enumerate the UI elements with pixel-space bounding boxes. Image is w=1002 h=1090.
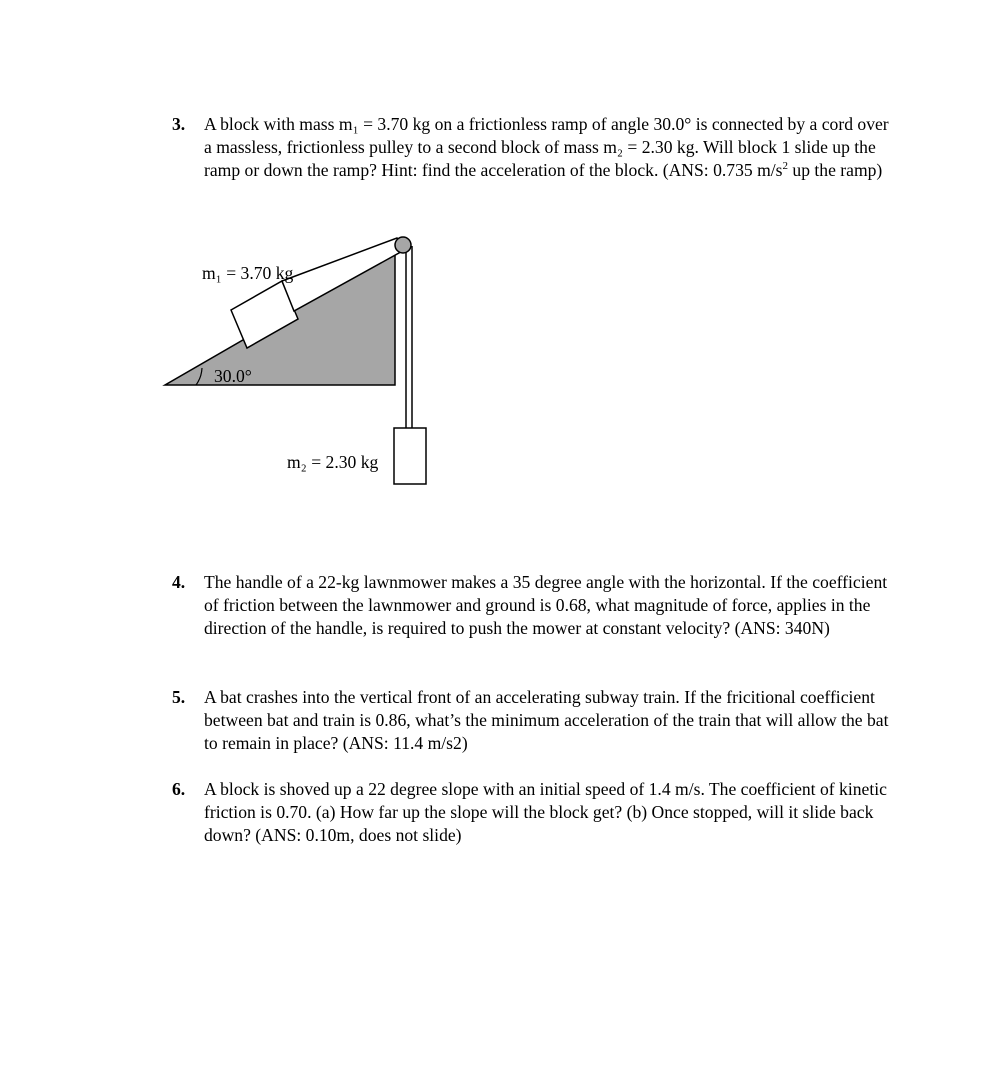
superscript: 2 bbox=[782, 160, 788, 173]
block-m2 bbox=[394, 428, 426, 484]
ramp-pulley-diagram bbox=[0, 0, 1002, 540]
problem-5 bbox=[172, 686, 892, 755]
problem-text: A bat crashes into the vertical front of an accelerating subway train. If the fricitional coefficient between bat and train is 0.86, what’s the minimum acceleration of the train that will allow the bat to remain in place? (ANS: 11.4 m/s2) bbox=[204, 687, 889, 753]
problem-number: 3. bbox=[172, 114, 186, 134]
problem-4 bbox=[172, 571, 892, 640]
problem-number: 5. bbox=[172, 687, 186, 707]
mass1-label: m₁ = 3.70 kg bbox=[202, 263, 294, 283]
mass2-label: m₂ = 2.30 kg bbox=[287, 452, 379, 472]
problem-text: A block is shoved up a 22 degree slope with an initial speed of 1.4 m/s. The coefficient of kinetic friction is 0.70. (a) How far up the slope will the block get? (b) Once stopped, will it slide back down? (ANS: 0.10m, does not slide) bbox=[204, 779, 887, 845]
pulley bbox=[395, 237, 411, 253]
angle-label: 30.0° bbox=[214, 366, 252, 386]
problem-number: 4. bbox=[172, 572, 186, 592]
problem-text-end: up the ramp) bbox=[788, 160, 883, 180]
problem-number: 6. bbox=[172, 779, 186, 799]
problem-text: The handle of a 22-kg lawnmower makes a 35 degree angle with the horizontal. If the coefficient of friction between the lawnmower and ground is 0.68, what magnitude of force, applies in the direction of the handle, is required to push the mower at constant velocity? (ANS: 340N) bbox=[204, 572, 888, 638]
problem-6 bbox=[172, 778, 892, 847]
problem-text-main: A block with mass m₁ = 3.70 kg on a frictionless ramp of angle 30.0° is connected by a cord over a massless, frictionless pulley to a second block of mass m₂ = 2.30 kg. Will block 1 slide up the ramp or down the ramp? Hint: find the acceleration of the block. (ANS: 0.735 m/s bbox=[204, 114, 889, 180]
